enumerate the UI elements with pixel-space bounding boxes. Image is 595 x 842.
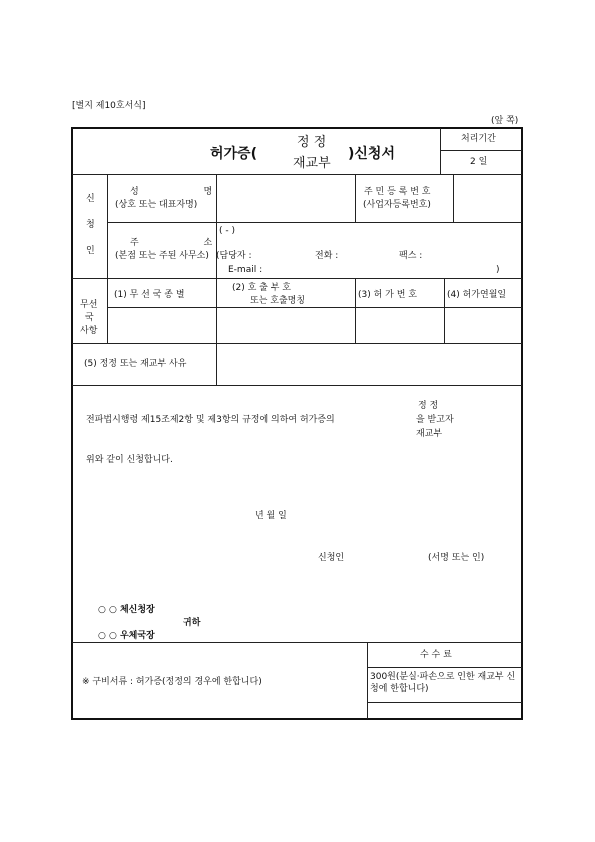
- license-date-field[interactable]: [445, 308, 520, 342]
- business-number-label: (사업자등록번호): [363, 200, 431, 210]
- email-label: E-mail :: [228, 265, 263, 275]
- statement-option-suffix: 을 받고자: [416, 415, 454, 425]
- fee-label: 수 수 료: [420, 650, 452, 660]
- station-type-header: (1) 무 선 국 종 별: [114, 290, 185, 300]
- name-sublabel: (상호 또는 대표자명): [115, 200, 198, 210]
- reason-label: (5) 정정 또는 재교부 사유: [84, 359, 187, 369]
- phone-label: 전화 :: [315, 251, 339, 261]
- statement-option-reissue: 재교부: [416, 429, 443, 439]
- name-label: 성 명: [130, 187, 213, 197]
- station-label-3: 사항: [80, 326, 98, 336]
- station-label-1: 무선: [80, 300, 98, 310]
- fax-label: 팩스 :: [399, 251, 423, 261]
- station-type-field[interactable]: [108, 308, 215, 342]
- title-option-reissue: 재교부: [293, 156, 331, 171]
- applicant-label-1: 신: [86, 194, 95, 204]
- license-number-field[interactable]: [356, 308, 443, 342]
- id-number-label: 주 민 등 록 번 호: [364, 187, 431, 197]
- applicant-signature-label: 신청인: [318, 553, 345, 563]
- statement-line-1: 전파법시행령 제15조제2항 및 제3항의 규정에 의하여 허가증의: [86, 415, 335, 425]
- address-label: 주 소: [130, 238, 213, 248]
- license-number-header: (3) 허 가 번 호: [358, 290, 417, 300]
- form-number: [별지 제10호서식]: [72, 101, 146, 111]
- statement-option-correct: 정 정: [418, 401, 439, 411]
- side-label: (앞 쪽): [491, 116, 519, 126]
- address-field[interactable]: [217, 223, 521, 277]
- application-date: 년 월 일: [255, 511, 287, 521]
- required-documents: ※ 구비서류 : 허가증(정정의 경우에 한합니다): [82, 677, 262, 687]
- fee-value: 300원(분실·파손으로 인한 재교부 신청에 한합니다): [370, 672, 516, 694]
- statement-line-2: 위와 같이 신청합니다.: [86, 455, 173, 465]
- recipient-regional-office: ○ ○ 체신청장: [98, 605, 155, 615]
- contact-close-paren: ): [496, 265, 500, 275]
- title-prefix: 허가증(: [210, 146, 257, 162]
- applicant-label-3: 인: [86, 246, 95, 256]
- station-label-2: 국: [85, 313, 94, 323]
- processing-period-value: 2 일: [470, 157, 488, 167]
- contact-person-label: (담당자 :: [216, 251, 252, 261]
- call-sign-header: (2) 호 출 부 호: [232, 283, 291, 293]
- applicant-label-2: 청: [86, 220, 95, 230]
- title-suffix: )신청서: [348, 146, 395, 162]
- name-field[interactable]: [217, 175, 354, 221]
- reason-field[interactable]: [217, 344, 521, 384]
- signature-or-seal: (서명 또는 인): [428, 553, 485, 563]
- recipient-post-office: ○ ○ 우체국장: [98, 631, 155, 641]
- postal-code: ( - ): [219, 226, 235, 236]
- recipient-honorific: 귀하: [183, 618, 201, 628]
- processing-period-label: 처리기간: [461, 134, 496, 144]
- call-name-header: 또는 호출명칭: [250, 296, 306, 306]
- id-number-field[interactable]: [454, 175, 520, 221]
- address-sublabel: (본점 또는 주된 사무소): [115, 251, 209, 261]
- title-option-correct: 정 정: [297, 135, 327, 150]
- call-sign-field[interactable]: [217, 308, 354, 342]
- license-date-header: (4) 허가연월일: [447, 290, 507, 300]
